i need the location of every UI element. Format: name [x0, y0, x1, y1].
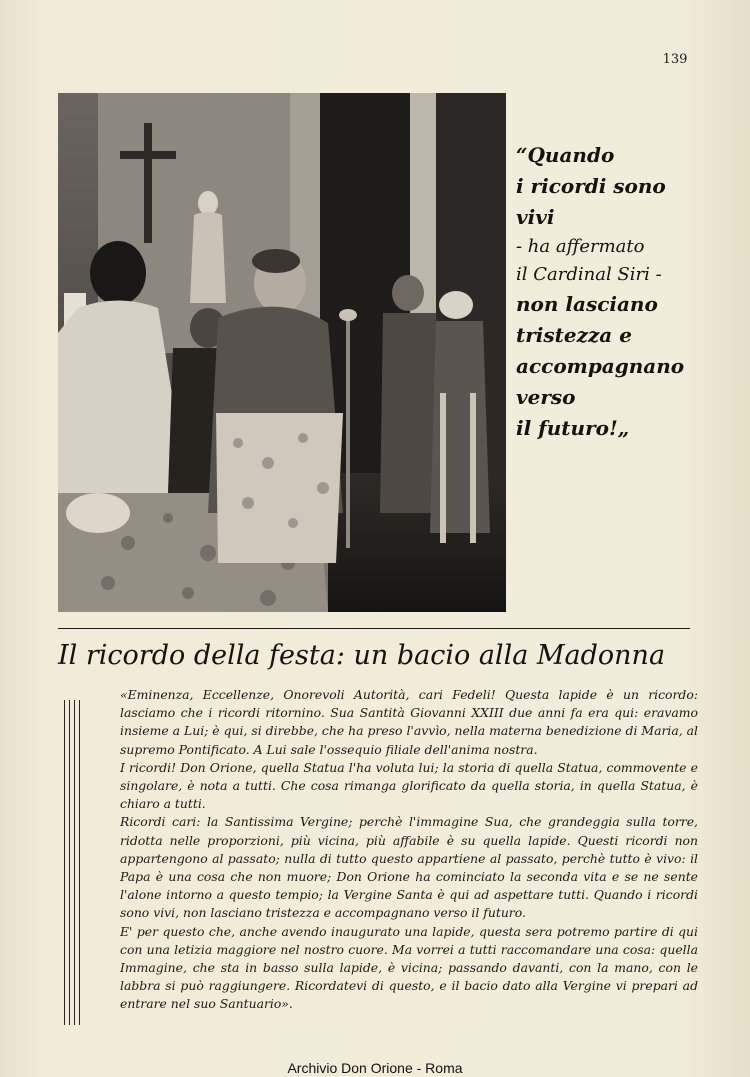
- quote-line: vivi: [516, 205, 555, 229]
- section-divider: [58, 628, 690, 629]
- article-paragraph: E' per questo che, anche avendo inaugurato una lapide, questa sera potremo partire di qui con una letizia maggiore nel nostro cuore. Ma vorrei a tutti raccomandare una cosa: quella Immagine, che sta in basso sulla lapide, è vicina; passando davanti, con la mano, con le labbra si può raggiungere. Ricordatevi di questo, e il bacio dato alla Vergine vi prepari ad entrare nel suo Santuario».: [120, 923, 698, 1012]
- quote-line: i ricordi sono: [516, 174, 666, 198]
- quote-line: accompagnano: [516, 353, 685, 378]
- article-body: [120, 686, 698, 1014]
- article-paragraph: I ricordi! Don Orione, quella Statua l'ha voluta lui; la storia di quella Statua, commovente e singolare, è nota a tutti. Che cosa rimanga glorificato da quella storia, in quella Statua, è chiaro a tutti.: [120, 759, 698, 812]
- article-paragraph: «Eminenza, Eccellenze, Onorevoli Autorità, cari Fedeli! Questa lapide è un ricordo: lasciamo che i ricordi ritornino. Sua Santità Giovanni XXIII due anni fa era qui: eravamo insieme a Lui; è qui, si direbbe, che ha preso l'avvìo, nella materna benedizione di Maria, al supremo Pontificato. A Lui sale l'ossequio filiale dell'anima nostra.: [120, 687, 698, 757]
- quote-line: “Quando: [516, 143, 615, 167]
- quote-line: non lasciano: [516, 291, 658, 316]
- quote-line: verso: [516, 384, 576, 409]
- quote-line: il futuro!„: [516, 415, 630, 440]
- quote-attribution: - ha affermato: [516, 236, 645, 257]
- pull-quote: [516, 140, 740, 444]
- article-paragraph: Ricordi cari: la Santissima Vergine; perchè l'immagine Sua, che grandeggia sulla torre, ridotta nelle proporzioni, più vicina, più affabile è su quella lapide. Questi ricordi non appartengono al passato; nulla di tutto questo appartiene al passato, perchè tutto è vivo: il Papa è una cosa che non muore; Don Orione ha cominciato la seconda vita e se ne sente l'alone intorno a questo tempio; la Vergine Santa è qui ad aspettare tutti. Quando i ricordi sono vivi, non lasciano tristezza e accompagnano verso il futuro.: [120, 814, 698, 921]
- decorative-vertical-rules: [64, 700, 86, 1025]
- page-number: 139: [662, 52, 688, 67]
- article-headline: Il ricordo della festa: un bacio alla Madonna: [58, 640, 666, 671]
- archive-footer: Archivio Don Orione - Roma: [287, 1060, 463, 1076]
- ceremony-photograph: [58, 93, 506, 612]
- quote-attribution: il Cardinal Siri -: [516, 263, 662, 285]
- quote-line: tristezza e: [516, 322, 632, 347]
